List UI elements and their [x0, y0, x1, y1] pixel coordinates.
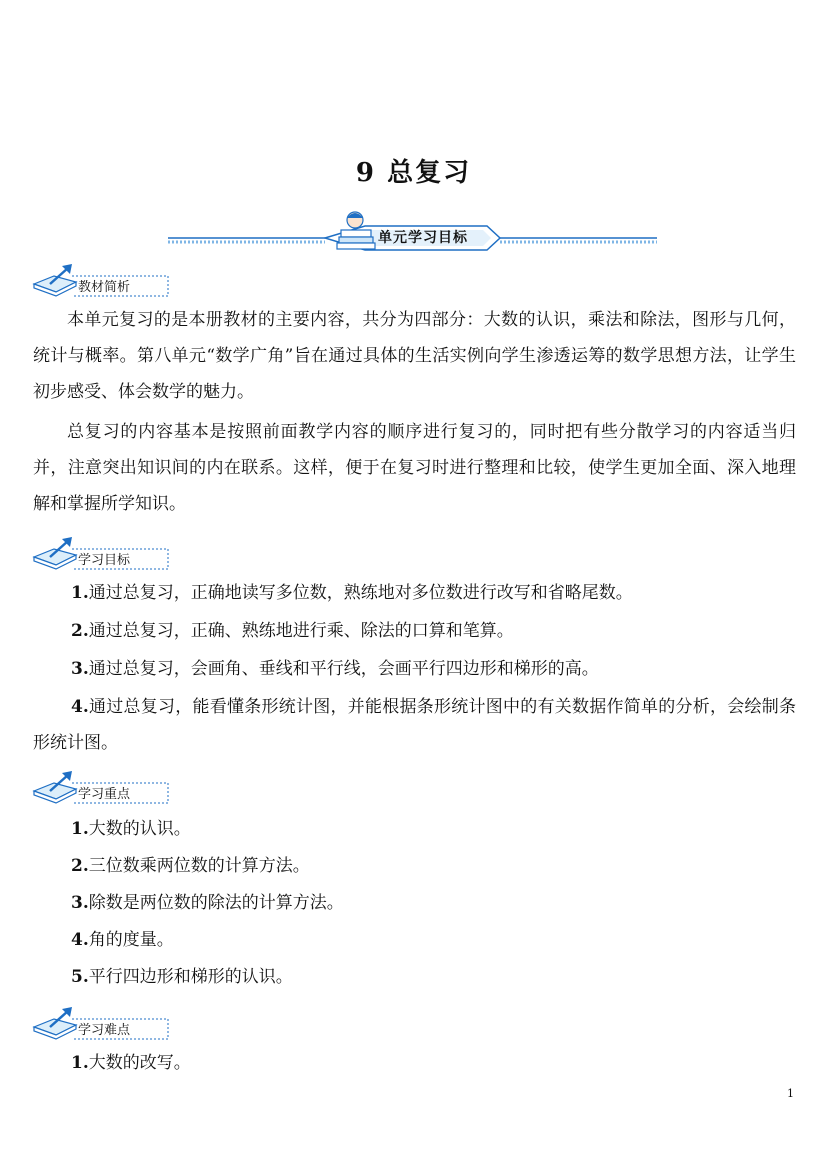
keypoint-item: 3.除数是两位数的除法的计算方法。 [71, 893, 344, 913]
difficulty-item: 1.大数的改写。 [71, 1053, 191, 1073]
intro-paragraph-1: 本单元复习的是本册教材的主要内容，共分为四部分：大数的认识，乘法和除法，图形与几何，统计与概率。第八单元“数学广角”旨在通过具体的生活实例向学生渗透运筹的数学思想方法，让学生初步感受、体会数学的魅力。 [33, 310, 796, 402]
section-label-keypoints: 学习重点 [78, 787, 131, 802]
goal-item: 1.通过总复习，正确地读写多位数，熟练地对多位数进行改写和省略尾数。 [71, 583, 633, 603]
keypoint-item: 1.大数的认识。 [71, 819, 191, 839]
keypoint-item: 5.平行四边形和梯形的认识。 [71, 967, 293, 987]
keypoint-item: 2.三位数乘两位数的计算方法。 [71, 856, 310, 876]
page-number: 1 [787, 1087, 794, 1100]
goal-item: 4.通过总复习，能看懂条形统计图，并能根据条形统计图中的有关数据作简单的分析，会绘制条形统计图。 [33, 697, 796, 753]
page-title: 9 总复习 [355, 158, 472, 188]
goal-item: 2.通过总复习，正确、熟练地进行乘、除法的口算和笔算。 [71, 621, 514, 641]
keypoint-item: 4.角的度量。 [71, 930, 174, 950]
banner-title: 单元学习目标 [378, 230, 468, 246]
goal-item: 3.通过总复习，会画角、垂线和平行线，会画平行四边形和梯形的高。 [71, 659, 599, 679]
section-label-intro: 教材简析 [78, 280, 131, 295]
section-label-goals: 学习目标 [78, 553, 131, 568]
intro-paragraph-2: 总复习的内容基本是按照前面教学内容的顺序进行复习的，同时把有些分散学习的内容适当归并，注意突出知识间的内在联系。这样，便于在复习时进行整理和比较，使学生更加全面、深入地理解和掌握所学知识。 [33, 422, 796, 514]
section-label-difficulties: 学习难点 [78, 1023, 131, 1038]
